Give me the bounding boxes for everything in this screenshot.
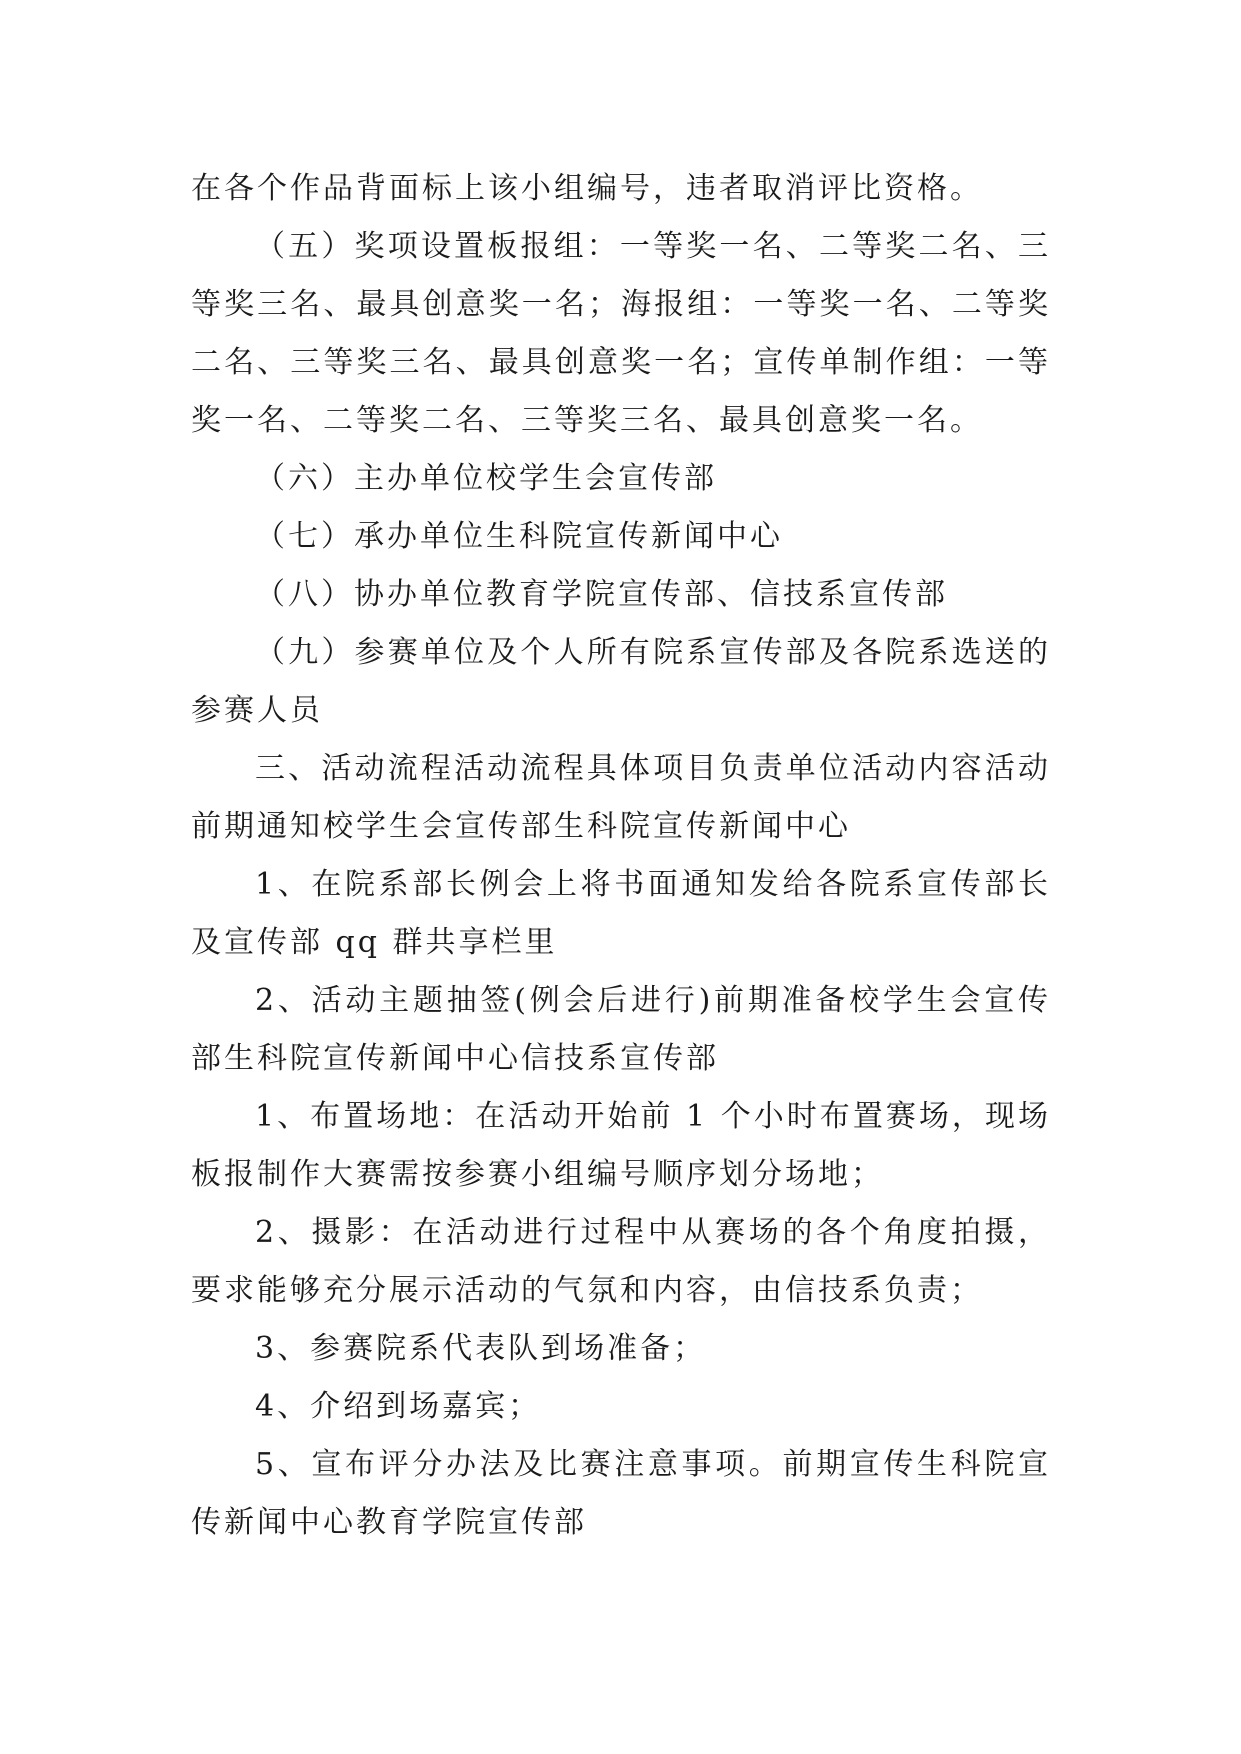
- paragraph-host: （六）主办单位校学生会宣传部: [255, 461, 717, 496]
- paragraph-participants: （九）参赛单位及个人所有院系宣传部及各院系选送的参赛人员: [191, 635, 1051, 728]
- paragraph-step-rules: 5、宣布评分办法及比赛注意事项。前期宣传生科院宣传新闻中心教育学院宣传部: [191, 1447, 1051, 1540]
- paragraph-co-organizer: （八）协办单位教育学院宣传部、信技系宣传部: [255, 577, 948, 612]
- paragraph-process-heading: 三、活动流程活动流程具体项目负责单位活动内容活动前期通知校学生会宣传部生科院宣传新闻中心: [191, 751, 1051, 844]
- paragraph-awards: （五）奖项设置板报组：一等奖一名、二等奖二名、三等奖三名、最具创意奖一名；海报组：一等奖一名、二等奖二名、三等奖三名、最具创意奖一名；宣传单制作组：一等奖一名、二等奖二名、三等奖三名、最具创意奖一名。: [191, 229, 1051, 438]
- paragraph-step-guests: 4、介绍到场嘉宾；: [255, 1389, 542, 1424]
- paragraph-step-draw: 2、活动主题抽签(例会后进行)前期准备校学生会宣传部生科院宣传新闻中心信技系宣传部: [191, 983, 1051, 1076]
- paragraph-step-notice: 1、在院系部长例会上将书面通知发给各院系宣传部长及宣传部 qq 群共享栏里: [191, 867, 1051, 960]
- paragraph-step-photo: 2、摄影：在活动进行过程中从赛场的各个角度拍摄，要求能够充分展示活动的气氛和内容，由信技系负责；: [191, 1215, 1051, 1308]
- paragraph-continuation: 在各个作品背面标上该小组编号，违者取消评比资格。: [191, 171, 983, 206]
- paragraph-step-venue: 1、布置场地：在活动开始前 1 个小时布置赛场，现场板报制作大赛需按参赛小组编号顺序划分场地；: [191, 1099, 1051, 1192]
- paragraph-step-teams: 3、参赛院系代表队到场准备；: [255, 1331, 707, 1366]
- document-body: [191, 160, 1051, 1552]
- paragraph-organizer: （七）承办单位生科院宣传新闻中心: [255, 519, 783, 554]
